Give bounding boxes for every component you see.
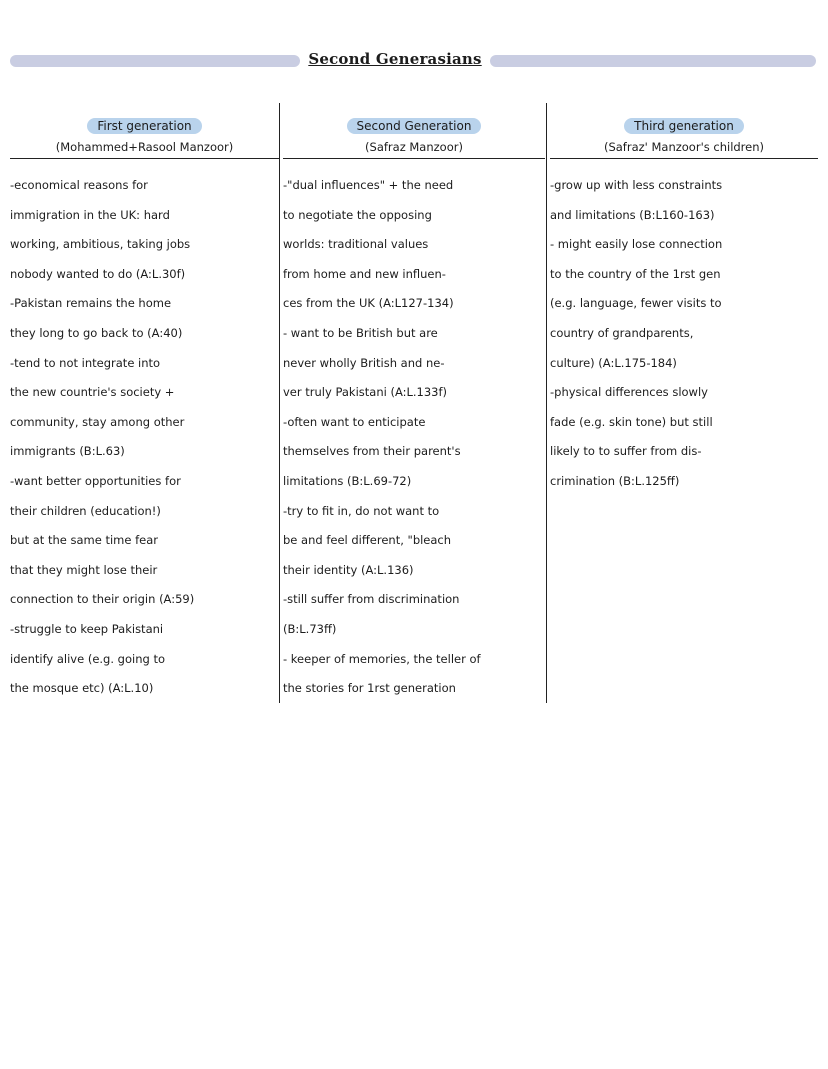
note-line: -Pakistan remains the home bbox=[10, 296, 172, 311]
column-subheading: (Mohammed+Rasool Manzoor) bbox=[10, 136, 279, 159]
note-line: immigration in the UK: hard bbox=[10, 207, 170, 222]
note-line: -still suffer from discrimination bbox=[283, 592, 460, 607]
note-line: (B:L.73ff) bbox=[283, 621, 337, 636]
note-line: be and feel different, "bleach bbox=[283, 533, 452, 548]
column-notes bbox=[550, 171, 818, 497]
note-line: - keeper of memories, the teller of bbox=[283, 651, 481, 666]
column-notes bbox=[10, 171, 279, 704]
note-line: nobody wanted to do (A:L.30f) bbox=[10, 266, 186, 281]
note-line: ver truly Pakistani (A:L.133f) bbox=[283, 385, 448, 400]
column-notes bbox=[283, 171, 545, 704]
note-line: ces from the UK (A:L127-134) bbox=[283, 296, 454, 311]
note-line: to negotiate the opposing bbox=[283, 207, 432, 222]
column-subheading: (Safraz' Manzoor's children) bbox=[550, 136, 818, 159]
column-heading: Third generation bbox=[624, 118, 744, 134]
column-third-generation bbox=[550, 116, 818, 497]
note-line: -tend to not integrate into bbox=[10, 355, 161, 370]
note-line: the new countrie's society + bbox=[10, 385, 175, 400]
note-line: immigrants (B:L.63) bbox=[10, 444, 125, 459]
note-line: working, ambitious, taking jobs bbox=[10, 237, 191, 252]
note-line: themselves from their parent's bbox=[283, 444, 461, 459]
title-underline-left bbox=[10, 55, 300, 67]
note-line: -want better opportunities for bbox=[10, 473, 181, 488]
note-line: -try to fit in, do not want to bbox=[283, 503, 440, 518]
note-line: culture) (A:L.175-184) bbox=[550, 355, 677, 370]
column-divider bbox=[546, 103, 547, 703]
note-line: -"dual influences" + the need bbox=[283, 178, 454, 192]
note-line: fade (e.g. skin tone) but still bbox=[550, 414, 713, 429]
note-line: community, stay among other bbox=[10, 414, 185, 429]
column-first-generation bbox=[10, 116, 279, 704]
note-line: the mosque etc) (A:L.10) bbox=[10, 681, 154, 696]
note-line: from home and new influen- bbox=[283, 266, 446, 281]
note-line: -economical reasons for bbox=[10, 178, 148, 192]
note-line: -grow up with less constraints bbox=[550, 178, 723, 192]
note-line: their children (education!) bbox=[10, 503, 161, 518]
title-underline-right bbox=[490, 55, 816, 67]
note-line: - might easily lose connection bbox=[550, 237, 723, 252]
note-line: (e.g. language, fewer visits to bbox=[550, 296, 722, 311]
note-line: that they might lose their bbox=[10, 562, 158, 577]
note-line: but at the same time fear bbox=[10, 533, 159, 548]
note-line: worlds: traditional values bbox=[283, 237, 429, 252]
note-line: identify alive (e.g. going to bbox=[10, 651, 165, 666]
note-line: to the country of the 1rst gen bbox=[550, 266, 721, 281]
note-line: they long to go back to (A:40) bbox=[10, 325, 183, 340]
note-line: their identity (A:L.136) bbox=[283, 562, 414, 577]
note-line: never wholly British and ne- bbox=[283, 355, 445, 370]
note-line: -physical differences slowly bbox=[550, 385, 708, 400]
column-second-generation bbox=[283, 116, 545, 704]
note-line: -often want to enticipate bbox=[283, 414, 426, 429]
note-line: -struggle to keep Pakistani bbox=[10, 621, 164, 636]
note-line: - want to be British but are bbox=[283, 325, 438, 340]
note-line: connection to their origin (A:59) bbox=[10, 592, 195, 607]
page-title: Second Generasians bbox=[308, 50, 482, 68]
note-line: likely to to suffer from dis- bbox=[550, 444, 702, 459]
column-heading: Second Generation bbox=[347, 118, 482, 134]
column-heading: First generation bbox=[87, 118, 201, 134]
note-line: and limitations (B:L160-163) bbox=[550, 207, 715, 222]
column-divider bbox=[279, 103, 280, 703]
note-line: limitations (B:L.69-72) bbox=[283, 473, 412, 488]
note-line: country of grandparents, bbox=[550, 325, 694, 340]
note-line: crimination (B:L.125ff) bbox=[550, 473, 680, 488]
column-subheading: (Safraz Manzoor) bbox=[283, 136, 545, 159]
note-line: the stories for 1rst generation bbox=[283, 681, 456, 696]
